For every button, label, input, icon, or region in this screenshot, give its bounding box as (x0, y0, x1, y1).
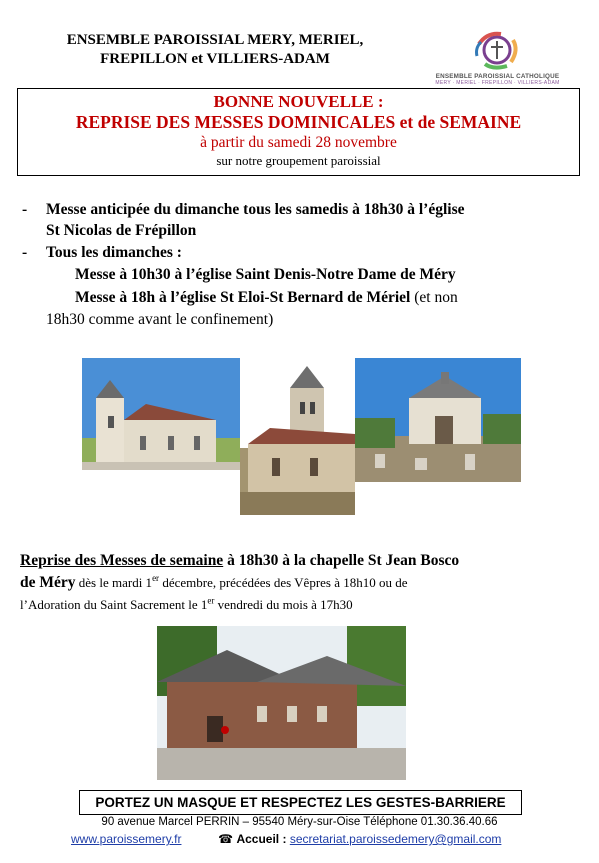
announcement-heading: REPRISE DES MESSES DOMINICALES et de SEMAINE (75, 112, 522, 132)
email-link[interactable]: secretariat.paroissedemery@gmail.com (289, 832, 502, 846)
weekday-line-1 (20, 550, 582, 572)
weekday-line-3-a: l’Adoration du Saint Sacrement le 1 (20, 597, 208, 612)
church-photo-frepillon (240, 358, 355, 515)
weekday-sup-2: er (207, 595, 215, 606)
announcement-scope: sur notre groupement paroissial (216, 153, 381, 168)
list-item-2-line-3: 18h30 comme avant le confinement) (46, 311, 274, 328)
logo-text: ENSEMBLE PAROISSIAL CATHOLIQUE (435, 73, 560, 80)
parish-address: 90 avenue Marcel PERRIN – 95540 Méry-sur-Oise Téléphone 01.30.36.40.66 (101, 816, 498, 828)
list-item-2-title: Tous les dimanches : (46, 244, 182, 261)
weekday-line-2 (20, 572, 582, 594)
weekday-line-1-rest: à 18h30 à la chapelle St Jean Bosco (223, 552, 460, 569)
weekday-line-3-b: vendredi du mois à 17h30 (214, 597, 353, 612)
header-line-1: ENSEMBLE PAROISSIAL MERY, MERIEL, (66, 32, 364, 48)
church-photo-meriel (355, 358, 521, 482)
announcement-date: à partir du samedi 28 novembre (200, 134, 397, 151)
announcement-title: BONNE NOUVELLE : (213, 92, 384, 111)
weekday-line-2-a: dès le mardi 1 (75, 575, 153, 590)
header-line-2: FREPILLON et VILLIERS-ADAM (100, 51, 330, 67)
church-photo-mery (82, 358, 240, 470)
weekday-masses-paragraph (20, 550, 582, 616)
weekday-line-2-b: décembre, précédées des Vêpres à 18h10 ou de (159, 575, 408, 590)
logo-subtext: MERY · MERIEL · FREPILLON · VILLIERS-ADAM (435, 80, 560, 86)
chapel-photo (157, 626, 406, 780)
weekday-location: de Méry (20, 574, 76, 591)
list-item-1-line-1: Messe anticipée du dimanche tous les samedis à 18h30 à l’église (46, 201, 465, 218)
list-item-2-line-2-normal: (et non (410, 289, 458, 306)
phone-icon: ☎ (218, 832, 234, 846)
contact-line (71, 832, 591, 847)
announcement-box (17, 88, 580, 176)
weekday-line-3 (20, 594, 582, 616)
list-item-2-line-2-bold: Messe à 18h à l’église St Eloi-St Bernard de Mériel (75, 289, 411, 306)
accueil-label: Accueil : (236, 832, 287, 846)
list-dash-1: - (22, 201, 28, 218)
list-item-2-line-1: Messe à 10h30 à l’église Saint Denis-Notre Dame de Méry (75, 266, 456, 283)
list-item-2-line-2 (75, 287, 458, 308)
list-item-1-line-2: St Nicolas de Frépillon (46, 222, 197, 239)
list-dash-2: - (22, 244, 28, 261)
website-link[interactable]: www.paroissemery.fr (71, 832, 182, 846)
parish-header (20, 31, 410, 69)
safety-banner: PORTEZ UN MASQUE ET RESPECTEZ LES GESTES-BARRIERE (79, 790, 522, 815)
weekday-title: Reprise des Messes de semaine (20, 552, 224, 569)
weekday-sup-1: er (152, 572, 160, 583)
